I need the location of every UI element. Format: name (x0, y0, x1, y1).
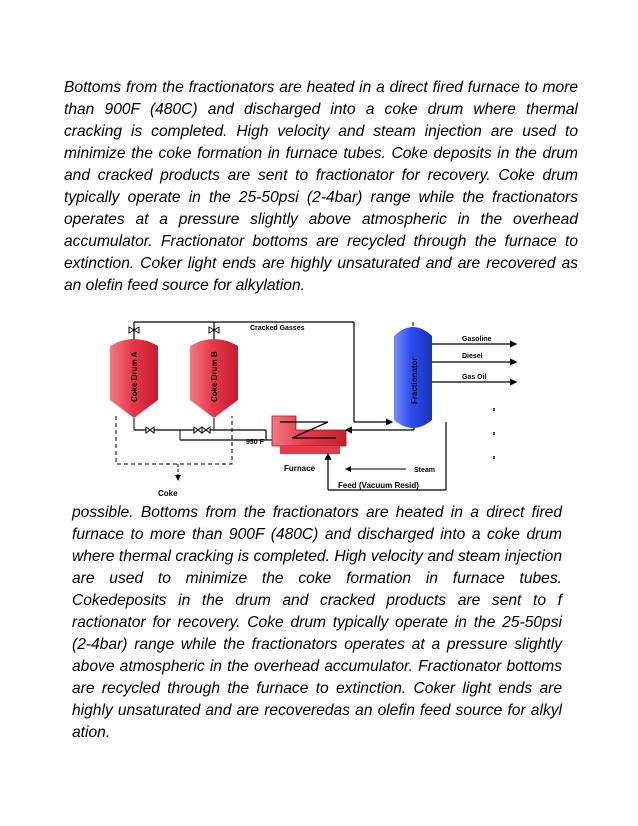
diesel-label: Diesel (462, 353, 483, 360)
coke-drum-b (190, 339, 238, 430)
drum-a-label: Coke Drum A (130, 351, 139, 402)
coke-drum-a (110, 339, 158, 430)
feed-label: Feed (Vacuum Resid) (338, 481, 419, 490)
steam-label: Steam (414, 467, 436, 474)
gasoline-label: Gasoline (462, 336, 492, 343)
cracked-gasses-label: Cracked Gasses (250, 325, 305, 332)
fractionator (394, 327, 432, 428)
delayed-coker-diagram (96, 312, 538, 500)
drum-b-label: Coke Drum B (210, 351, 219, 402)
paragraph-bottom: possible. Bottoms from the fractionators are heated in a direct fired furnace to more than 900F (480C) and discharged into a coke drum where thermal cracking is completed. High velocity and steam injection are used to minimize the coke formation in furnace tubes. Cokedeposits in the drum and cracked products are sent to f ractionator for recovery. Coke drum typically operate in the 25-50psi (2-4bar) range while the fractionators operates at a pressure slightly above atmospheric in the overhead accumulator. Fractionator bottoms are recycled through the furnace to extinction. Coker light ends are highly unsaturated and are recoveredas an olefin feed source for alkyl ation. (72, 504, 562, 741)
coke-label: Coke (158, 489, 178, 498)
fractionator-label: Fractionator (410, 357, 419, 404)
paragraph-top: Bottoms from the fractionators are heated in a direct fired furnace to more than 900F (480C) and discharged into a coke drum where thermal cracking is completed. High velocity and steam injection are used to minimize the coke formation in furnace tubes. Coke deposits in the drum and cracked products are sent to fractionator for recovery. Coke drum typically operate in the 25-50psi (2-4bar) range while the fractionators operates at a pressure slightly above atmospheric in the overhead accumulator. Fractionator bottoms are recycled through the furnace to extinction. Coker light ends are highly unsaturated and are recovered as an olefin feed source for alkylation. (64, 79, 578, 294)
temperature-label: 950 F (246, 439, 264, 446)
furnace (272, 416, 346, 473)
valve-icon (129, 327, 219, 333)
furnace-label: Furnace (284, 464, 316, 473)
gas-oil-label: Gas Oil (462, 374, 487, 381)
